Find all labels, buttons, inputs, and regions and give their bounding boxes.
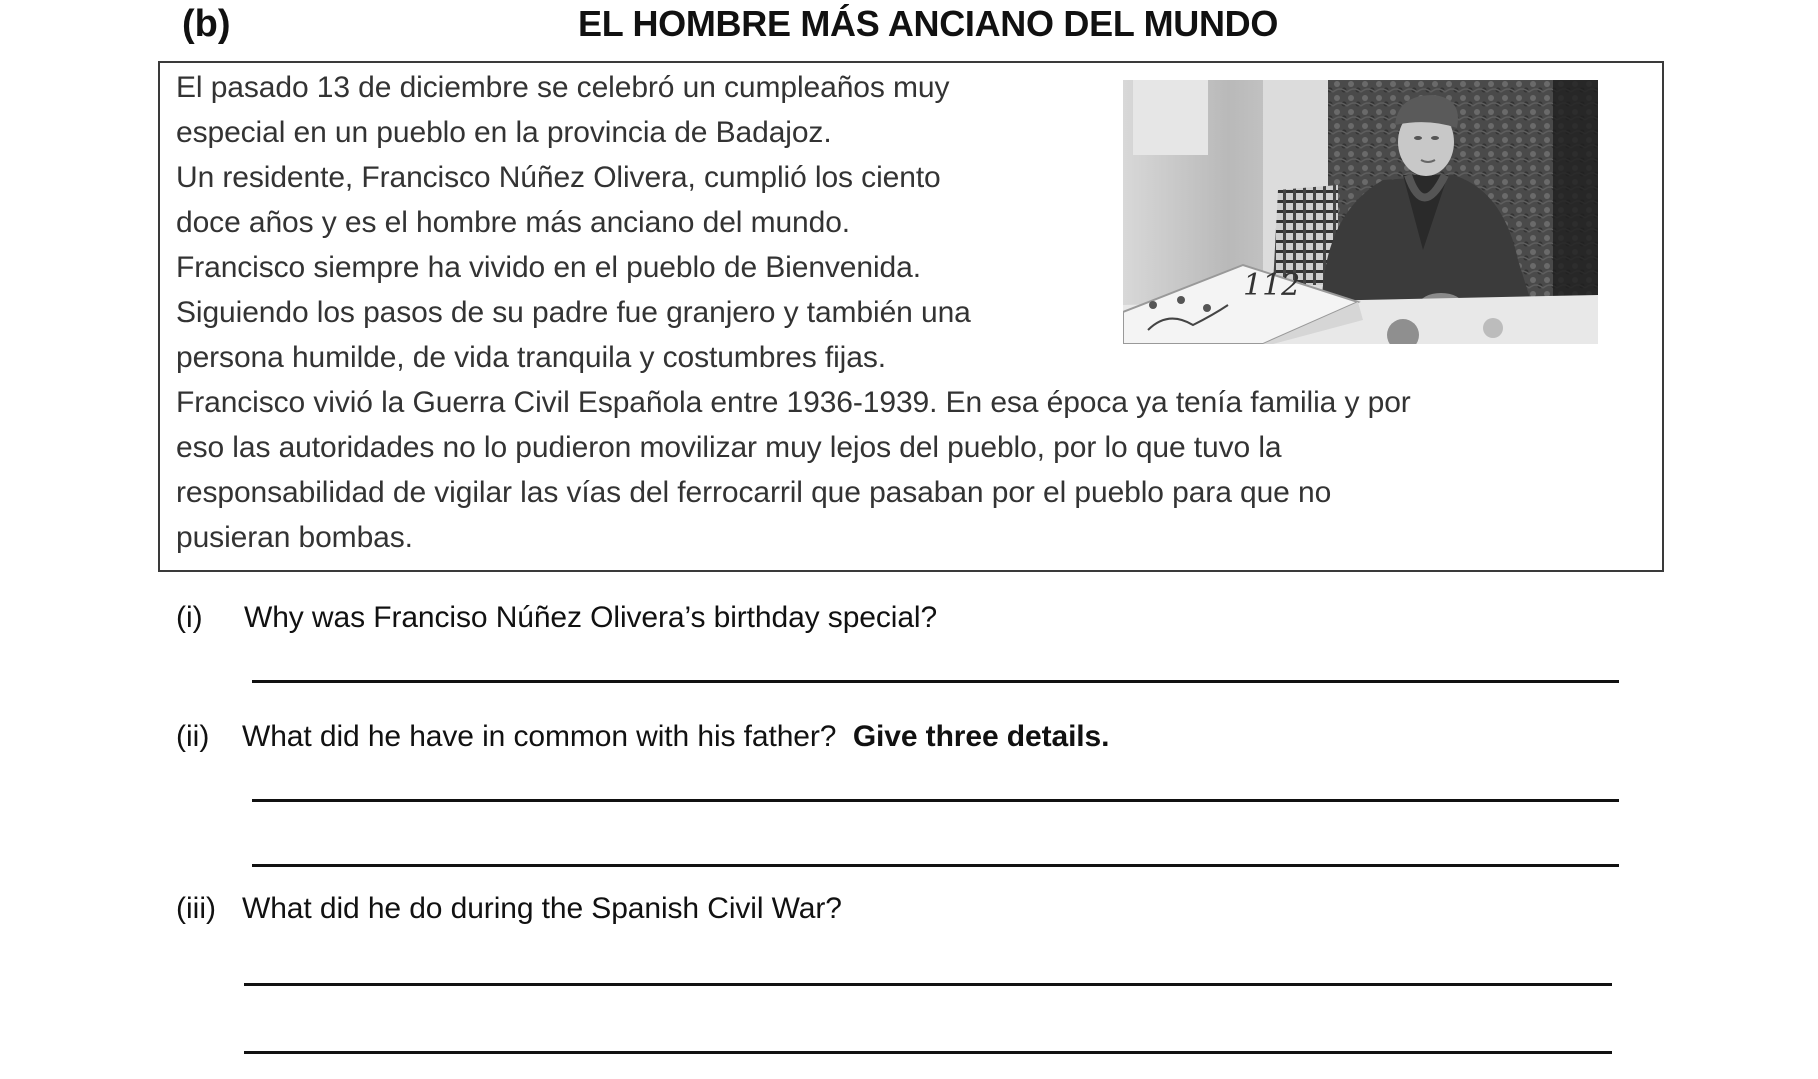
passage-line: pusieran bombas. [176,521,413,554]
passage-line: Siguiendo los pasos de su padre fue granjero y también una [176,296,971,329]
answer-line-ii-1[interactable] [252,799,1619,802]
question-number-i: (i) [176,601,203,634]
elderly-man-birthday-photo-icon [1123,80,1598,344]
question-text-ii [242,717,1109,757]
article-photo [1123,80,1598,344]
passage-line: eso las autoridades no lo pudieron movilizar muy lejos del pueblo, por lo que tuvo la [176,431,1282,464]
question-number-iii: (iii) [176,892,216,925]
answer-line-i-1[interactable] [252,680,1619,683]
question-emphasis: Give three details. [852,720,1110,753]
question-text-i [244,598,937,638]
passage-line: responsabilidad de vigilar las vías del ferrocarril que pasaban por el pueblo para que no [176,476,1332,509]
passage-line: especial en un pueblo en la provincia de Badajoz. [176,116,832,149]
question-number-ii: (ii) [176,720,210,753]
answer-line-iii-1[interactable] [244,983,1612,986]
answer-line-ii-2[interactable] [252,864,1619,867]
article-title: EL HOMBRE MÁS ANCIANO DEL MUNDO [578,3,1279,44]
answer-line-iii-2[interactable] [244,1051,1612,1054]
passage-line: doce años y es el hombre más anciano del mundo. [176,206,851,239]
question-text: Why was Franciso Núñez Olivera’s birthday special? [244,601,938,634]
passage-line: Francisco siempre ha vivido en el pueblo de Bienvenida. [176,251,921,284]
section-label: (b) [182,3,231,45]
passage-line: El pasado 13 de diciembre se celebró un cumpleaños muy [176,71,950,104]
passage-line: persona humilde, de vida tranquila y costumbres fijas. [176,341,886,374]
passage-line: Un residente, Francisco Núñez Olivera, cumplió los ciento [176,161,941,194]
question-text: What did he do during the Spanish Civil War? [242,892,842,925]
cake-text: 112 [1243,268,1301,303]
question-text-iii [242,889,842,929]
question-text: What did he have in common with his father? [242,720,853,753]
passage-line: Francisco vivió la Guerra Civil Española entre 1936-1939. En esa época ya tenía familia y por [176,386,1411,419]
